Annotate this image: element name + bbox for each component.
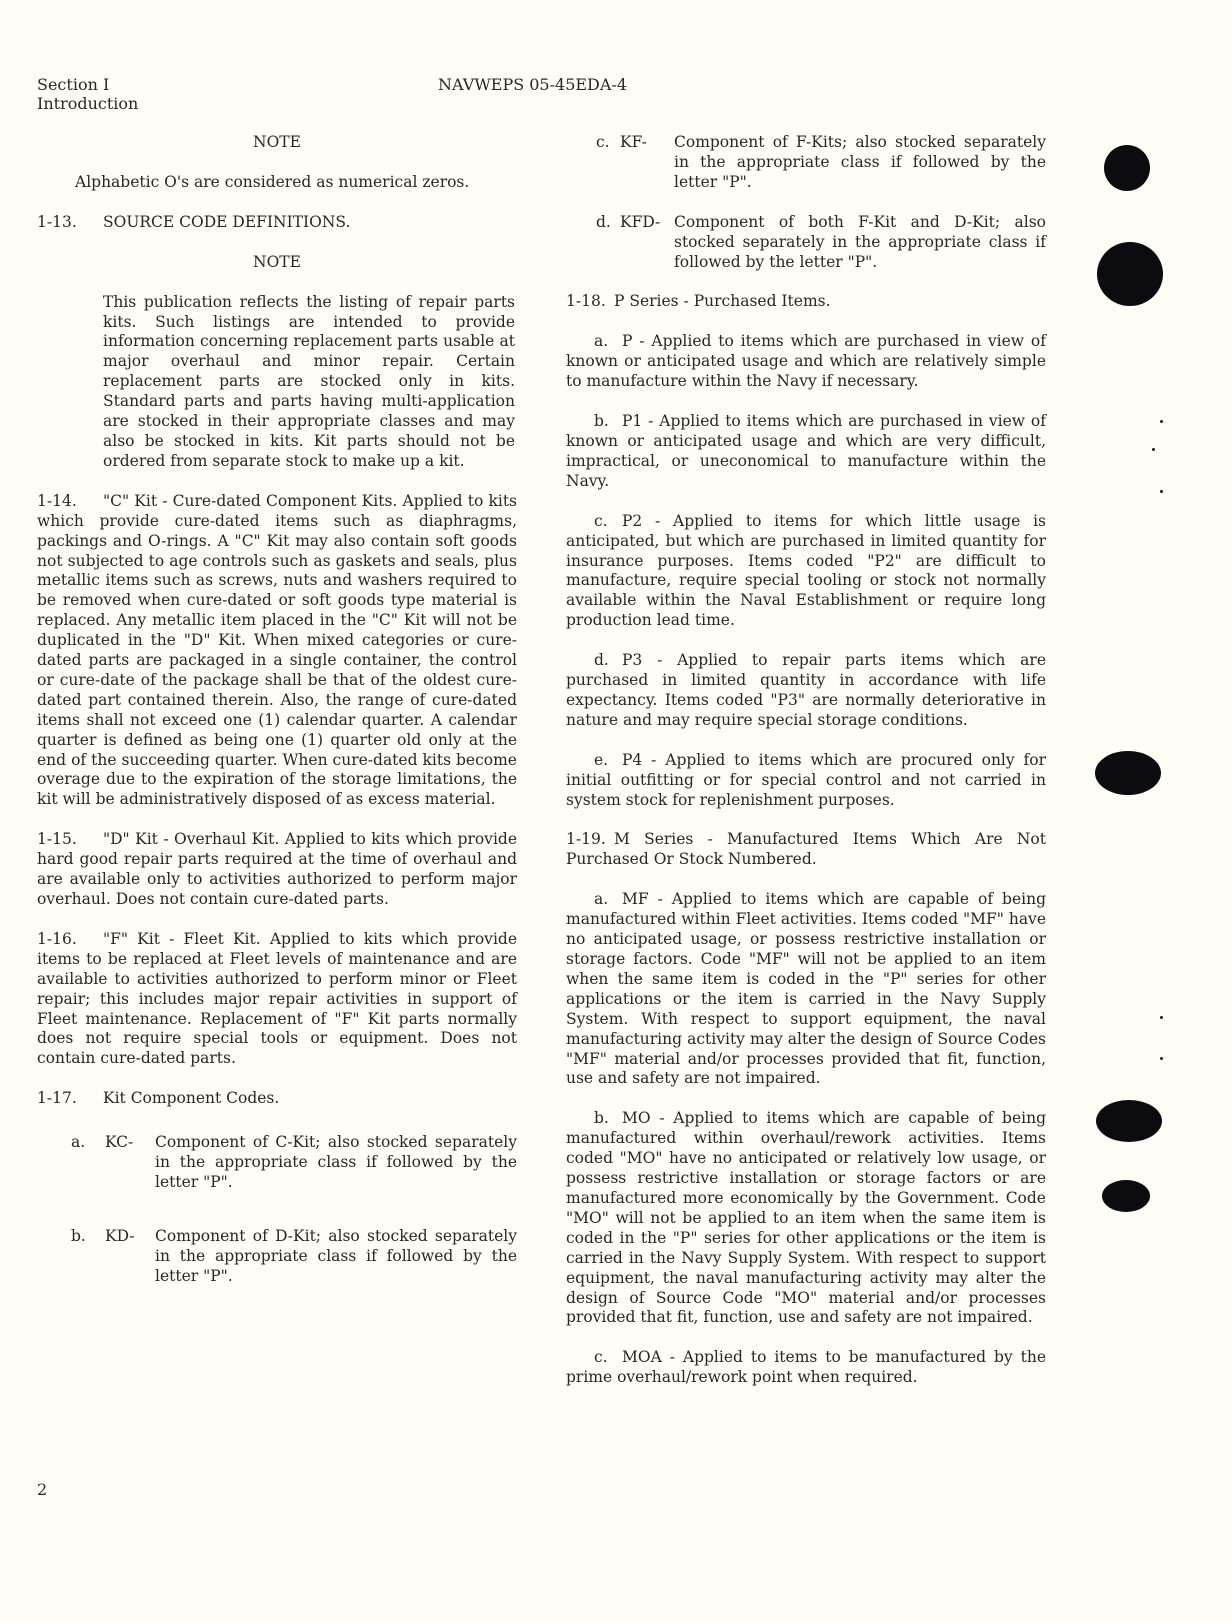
- kit-code-description: Component of both F-Kit and D-Kit; also stocked separately in the appropriate class if followed by the letter "P".: [674, 212, 1046, 271]
- item-text: MF - Applied to items which are capable of being manufactured within Fleet activities. Items coded "MF" have no anticipated usage, or possess restrictive installation or storage factors. Code "MF" will not be applied to an item when the same item is coded in the "P" series for other applications or the item is carried in the Navy Supply System. With respect to support equipment, the naval manufacturing activity may alter the design of Source Codes "MF" material and/or processes provided that fit, function, use and safety are not impaired.: [566, 890, 1046, 1088]
- paragraph-title: P Series - Purchased Items.: [614, 292, 831, 311]
- paragraph-1-19-heading: [566, 830, 1046, 870]
- kit-code-item: [37, 1227, 517, 1287]
- note-heading: NOTE: [253, 133, 301, 151]
- section-label: Section I: [37, 75, 110, 94]
- note-body: This publication reflects the listing of repair parts kits. Such listings are intended to provide information concerning replacement parts usable at major overhaul and minor repair. Certain replacement parts are stocked only in kits. Standard parts and parts having multi-application are stocked in their appropriate classes and may also be stocked in kits. Kit parts should not be ordered from separate stock to make up a kit.: [103, 292, 515, 470]
- speck: [1160, 490, 1163, 493]
- item-letter: b.: [594, 412, 609, 431]
- document-id: NAVWEPS 05-45EDA-4: [438, 75, 628, 94]
- item-letter: a.: [594, 890, 609, 909]
- item-text: P3 - Applied to repair parts items which are purchased in limited quantity in accordance with life expectancy. Items coded "P3" are normally deteriorative in nature and may require special storage conditions.: [566, 651, 1046, 729]
- binder-hole-icon: [1097, 242, 1163, 306]
- note-body: Alphabetic O's are considered as numerical zeros.: [75, 172, 470, 191]
- paragraph-number: 1-16.: [37, 929, 77, 948]
- item-text: MO - Applied to items which are capable of being manufactured within overhaul/rework activities. Items coded "MO" have no anticipated or relatively low usage, or possess restrictive installation or storage factors or are manufactured more economically by the Government. Code "MO" will not be applied to an item when the same item is coded in the "P" series for other applications or the item is carried in the Navy Supply System. With respect to support equipment, the naval manufacturing activity may alter the design of Source Code "MO" material and/or processes provided that fit, function, use and safety are not impaired.: [566, 1109, 1046, 1327]
- paragraph-number: 1-14.: [37, 491, 77, 510]
- p-series-item-a: [566, 332, 1046, 392]
- paragraph-number: 1-18.: [566, 292, 606, 311]
- item-text: P2 - Applied to items for which little usage is anticipated, but which are purchased in limited quantity for insurance purposes. Items coded "P2" are difficult to manufacture, require special tooling or stock not normally available within the Naval Establishment or require long production lead time.: [566, 511, 1046, 630]
- item-letter: c.: [594, 511, 608, 530]
- note-heading: NOTE: [253, 252, 301, 271]
- kit-code-description: Component of C-Kit; also stocked separately in the appropriate class if followed by the letter "P".: [155, 1133, 517, 1191]
- paragraph-1-18-heading: [566, 292, 1046, 312]
- kit-code-description: Component of D-Kit; also stocked separately in the appropriate class if followed by the letter "P".: [155, 1226, 517, 1285]
- paragraph-text: "F" Kit - Fleet Kit. Applied to kits which provide items to be replaced at Fleet levels of maintenance and are available to activities authorized to perform minor or Fleet repair; this includes major repair activities in support of Fleet maintenance. Replacement of "F" Kit parts normally does not require special tools or equipment. Does not contain cure-dated parts.: [37, 929, 517, 1068]
- binder-hole-icon: [1096, 1100, 1162, 1142]
- item-letter: c.: [594, 1348, 608, 1367]
- paragraph-1-16: [37, 930, 517, 1069]
- item-letter: a.: [71, 1133, 86, 1152]
- kit-code-item: [566, 213, 1046, 273]
- subsection-label: Introduction: [37, 94, 139, 113]
- right-column: [566, 133, 1046, 1408]
- binder-hole-icon: [1104, 145, 1150, 191]
- paragraph-1-15: [37, 830, 517, 910]
- page-number: 2: [37, 1480, 48, 1499]
- item-letter: a.: [594, 332, 609, 351]
- m-series-item-a: [566, 890, 1046, 1089]
- kit-code-item: [37, 1133, 517, 1193]
- item-letter: b.: [71, 1226, 86, 1245]
- item-text: P4 - Applied to items which are procured only for initial outfitting or for special control and not carried in system stock for replenishment purposes.: [566, 750, 1046, 809]
- paragraph-1-13-heading: [37, 213, 517, 233]
- section-header: [37, 75, 138, 113]
- paragraph-title: Kit Component Codes.: [103, 1089, 280, 1108]
- p-series-item-b: [566, 412, 1046, 492]
- kit-code: KC-: [105, 1133, 134, 1152]
- item-letter: e.: [594, 750, 609, 769]
- paragraph-number: 1-15.: [37, 830, 77, 849]
- kit-code-item: [566, 133, 1046, 193]
- item-letter: d.: [594, 651, 609, 670]
- speck: [1160, 1057, 1163, 1060]
- item-letter: d.: [596, 212, 611, 231]
- p-series-item-c: [566, 512, 1046, 631]
- item-text: MOA - Applied to items to be manufactured by the prime overhaul/rework point when required.: [566, 1348, 1046, 1387]
- speck: [1160, 1016, 1163, 1019]
- item-text: P - Applied to items which are purchased in view of known or anticipated usage and which are relatively simple to manufacture within the Navy if necessary.: [566, 332, 1046, 391]
- binder-hole-icon: [1095, 751, 1161, 795]
- item-letter: c.: [596, 133, 610, 151]
- paragraph-number: 1-19.: [566, 830, 606, 849]
- paragraph-text: "C" Kit - Cure-dated Component Kits. Applied to kits which provide cure-dated items such as diaphragms, packings and O-rings. A "C" Kit may also contain soft goods not subjected to age controls such as gaskets and seals, plus metallic items such as screws, nuts and washers required to be removed when cure-dated or soft goods type material is replaced. Any metallic item placed in the "C" Kit will not be duplicated in the "D" Kit. When mixed categories or cure-dated parts are packaged in a single container, the control or cure-date of the package shall be that of the oldest cure-dated part contained therein. Also, the range of cure-dated items shall not exceed one (1) calendar quarter. A calendar quarter is defined as being one (1) quarter old only at the end of the succeeding quarter. When cure-dated kits become overage due to the expiration of the storage limitations, the kit will be administratively disposed of as excess material.: [37, 491, 517, 809]
- p-series-item-d: [566, 651, 1046, 731]
- paragraph-1-17-heading: [37, 1089, 517, 1109]
- paragraph-number: 1-13.: [37, 212, 77, 231]
- kit-code: KD-: [105, 1226, 135, 1245]
- paragraph-1-14: [37, 492, 517, 811]
- m-series-item-b: [566, 1109, 1046, 1328]
- kit-code: KFD-: [620, 212, 661, 231]
- binder-hole-icon: [1102, 1180, 1150, 1212]
- item-letter: b.: [594, 1109, 609, 1128]
- speck: [1160, 420, 1163, 423]
- kit-code-description: Component of F-Kits; also stocked separately in the appropriate class if followed by the letter "P".: [674, 133, 1046, 191]
- paragraph-title: SOURCE CODE DEFINITIONS.: [103, 212, 351, 231]
- p-series-item-e: [566, 751, 1046, 811]
- paragraph-number: 1-17.: [37, 1089, 77, 1108]
- paragraph-title: M Series - Manufactured Items Which Are Not Purchased Or Stock Numbered.: [566, 830, 1046, 869]
- paragraph-text: "D" Kit - Overhaul Kit. Applied to kits which provide hard good repair parts required at the time of overhaul and are available only to activities authorized to perform major overhaul. Does not contain cure-dated parts.: [37, 830, 517, 908]
- left-column: [37, 133, 517, 1307]
- m-series-item-c: [566, 1348, 1046, 1388]
- item-text: P1 - Applied to items which are purchased in view of known or anticipated usage and which are very difficult, impractical, or uneconomical to manufacture within the Navy.: [566, 412, 1046, 490]
- kit-code: KF-: [620, 133, 647, 151]
- speck: [1152, 448, 1155, 451]
